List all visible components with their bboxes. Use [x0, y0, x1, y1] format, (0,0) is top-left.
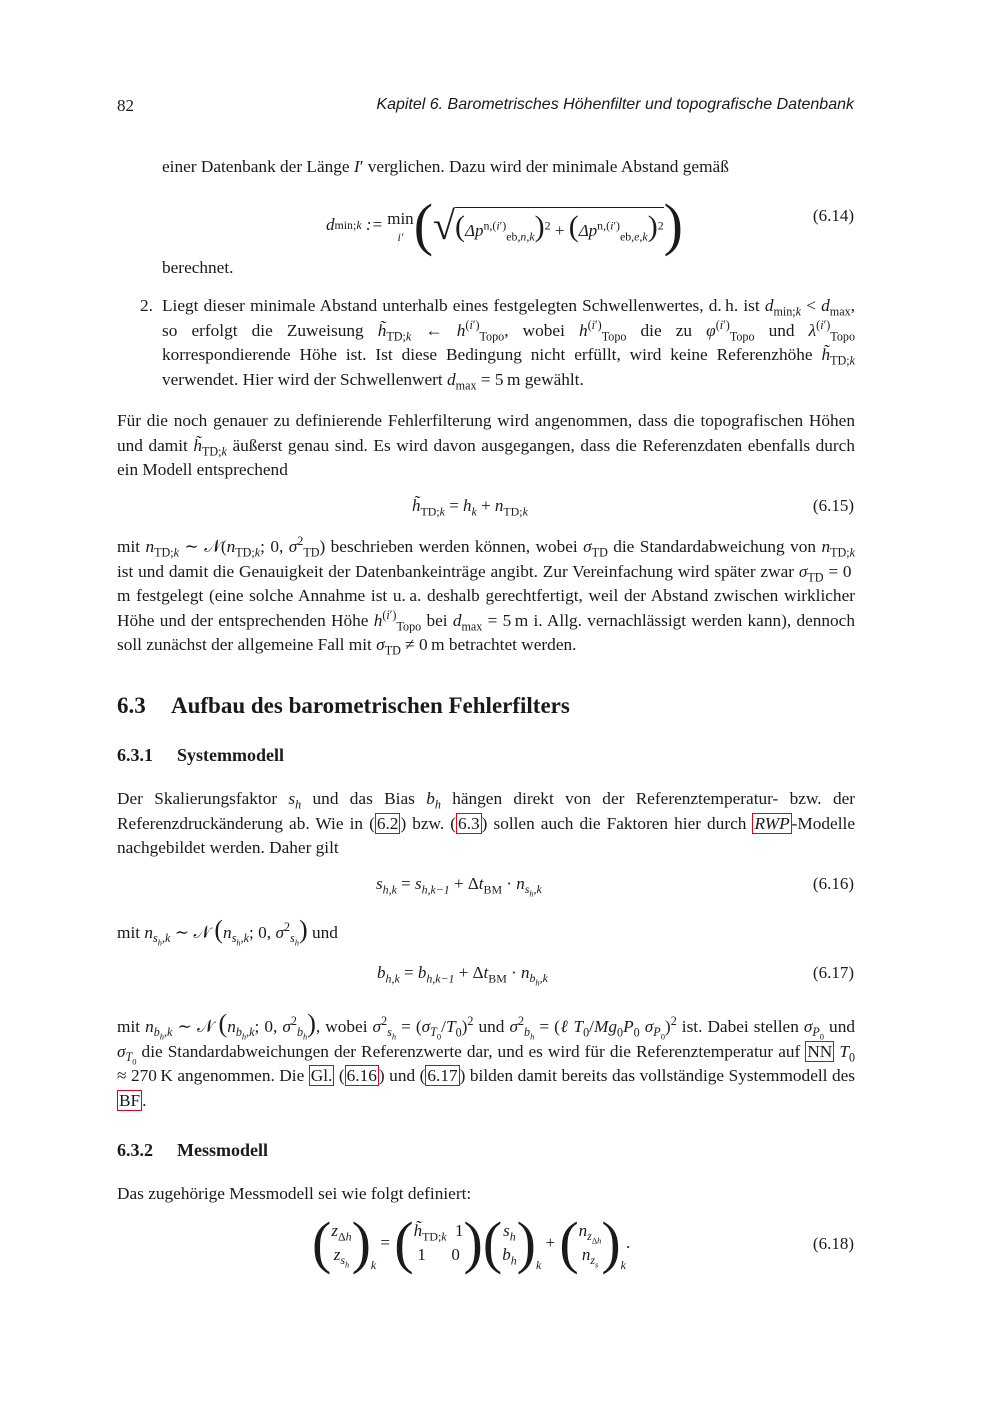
equation-number-6-15: (6.15) — [812, 496, 854, 515]
equation-number-6-14: (6.14) — [812, 206, 854, 225]
equation-number-6-16: (6.16) — [812, 874, 854, 893]
list-item-2: Liegt dieser minimale Abstand unterhalb eines festgelegten Schwellenwertes, d. h. ist $d_{min;k} < d_{max}$, so erfolgt die Zuweisung $h̃_{TD;k}$ ← $h^{(i')}_{Topo}$, wobei $h^{(i')}_{Topo}$ die zu $\varphi^{(i')}_{Topo}$ und $\lambda^{(i')}_{Topo}$ korrespondierende Höhe ist. Ist diese Bedingung nicht erfüllt, wird keine Referenzhöhe $h̃_{TD;k}$ verwendet. Hier wird der Schwellenwert $d_{max} = 5$ m gewählt. — [162, 296, 855, 393]
section-number: 6.3 — [117, 693, 146, 718]
link-bf[interactable]: BF — [119, 1090, 141, 1110]
running-title: Kapitel 6. Barometrisches Höhenfilter und topografische Datenbank — [376, 96, 854, 113]
paragraph-messmodell: Das zugehörige Messmodell sei wie folgt definiert: — [117, 1184, 472, 1203]
subsection-title: Messmodell — [177, 1140, 268, 1160]
equation-6-15: $h̃_{TD;k} = h_k + n_{TD;k}$ — [412, 496, 528, 519]
subsection-number: 6.3.1 — [117, 745, 153, 765]
equation-6-16: $s_{h,k} = s_{h,k-1} + \Delta t_{BM} \cdot n_{s_h,k}$ — [376, 874, 542, 899]
equation-6-14: d min; k := min i′ ( √ $(\Delta p^{n,(i')}_{eb,n,k})^2 + (\Delta p^{n,(i')}_{eb,e,k})^2$ ) — [326, 192, 683, 257]
section-heading — [117, 693, 570, 719]
paragraph-mit-nsh: mit $n_{s_h,k}$ ∼ 𝒩 ($n_{s_h,k}$; 0, $\sigma^2_{s_h}$) und — [117, 915, 338, 948]
link-nn[interactable]: NN — [807, 1041, 833, 1061]
page-number: 82 — [117, 96, 134, 115]
equation-number-6-18: (6.18) — [812, 1234, 854, 1253]
link-ref-6-2[interactable]: 6.2 — [376, 813, 399, 833]
subsection-heading-messmodell — [117, 1140, 268, 1161]
link-ref-6-3[interactable]: 6.3 — [458, 813, 480, 833]
list-item-number: 2. — [140, 296, 153, 315]
section-title: Aufbau des barometrischen Fehlerfilters — [171, 693, 570, 718]
subsection-number: 6.3.2 — [117, 1140, 153, 1160]
link-ref-6-16[interactable]: 6.16 — [346, 1066, 377, 1086]
subsection-title: Systemmodell — [177, 745, 284, 765]
paragraph-fehlerfilterung: Für die noch genauer zu definierende Fehlerfilterung wird angenommen, dass die topografischen Höhen und damit $h̃_{TD;k}$ äußerst genau sind. Es wird davon ausgegangen, dass die Referenzdaten ebenfalls durch ein Modell entsprechend — [117, 411, 855, 480]
equation-6-17: $b_{h,k} = b_{h,k-1} + \Delta t_{BM} \cdot n_{b_h,k}$ — [377, 963, 548, 988]
paragraph-skalierungsfaktor: Der Skalierungsfaktor $s_h$ und das Bias $b_h$ hängen direkt von der Referenztemperatur- bzw. der Referenzdruckänderung ab. Wie in ( 6.2 ) bzw. ( 6.3 ) sollen auch die Faktoren hier durch RWP -Modelle nachgebildet werden. Daher gilt — [117, 789, 856, 858]
subsection-heading-systemmodell — [117, 745, 284, 766]
link-ref-6-17[interactable]: 6.17 — [427, 1066, 458, 1086]
paragraph-berechnet: berechnet. — [162, 258, 234, 277]
paragraph-intro: einer Datenbank der Länge I′ verglichen. Dazu wird der minimale Abstand gemäß — [162, 157, 729, 176]
paragraph-standardabweichung: mit $n_{TD;k}$ ∼ $𝒩(n_{TD;k}$; 0, $\sigma^2_{TD}$) beschrieben werden können, wobei $\sigma_{TD}$ die Standardabweichung von $n_{TD;k}$ ist und damit die Genauigkeit der Datenbankeinträge angibt. Zur Vereinfachung wird später zwar $\sigma_{TD} = 0$ m festgelegt (eine solche Annahme ist u. a. deshalb gerechtfertigt, weil der Abstand zwischen wirklicher Höhe und der entsprechenden Höhe $h^{(i')}_{Topo}$ bei $d_{max} = 5$ m i. Allg. vernachlässigt werden kann), dennoch soll zunächst der allgemeine Fall mit $\sigma_{TD} \ne 0$ m betrachtet werden. — [117, 534, 855, 658]
paragraph-systemmodell: mit $n_{b_h,k}$ ∼ 𝒩 ($n_{b_h,k}$; 0, $\sigma^2_{b_h}$), wobei $\sigma^2_{s_h} = (\sigma_{T_0}/T_0)^2$ und $\sigma^2_{b_h}$ = (ℓ $T_0/Mg_0P_0$ $\sigma_{P_0})^2$ ist. Dabei stellen $\sigma_{P_0}$ und $\sigma_{T_0}$ die Standardabweichungen der Referenzwerte dar, und es wird für die Referenztemperatur auf NN $T_0 \approx 270$ K angenommen. Die Gl. ( 6.16 ) und ( 6.17 ) bilden damit bereits das vollständige Systemmodell des BF . — [117, 1009, 856, 1110]
equation-6-18: ( $z_{\Delta h}$ $z_{s_h}$ ) $_k$ = ( $h̃_{TD;k}$ 1 1 0 ) ( $s_h$ $b_h$ ) $_k$ + ( $n_{z_{\Delta h}}$ $n_{z_s}$ ) $_k$ . — [312, 1210, 631, 1275]
link-rwp[interactable]: RWP — [754, 813, 790, 833]
link-gl[interactable]: Gl. — [310, 1066, 333, 1086]
equation-number-6-17: (6.17) — [812, 963, 854, 982]
